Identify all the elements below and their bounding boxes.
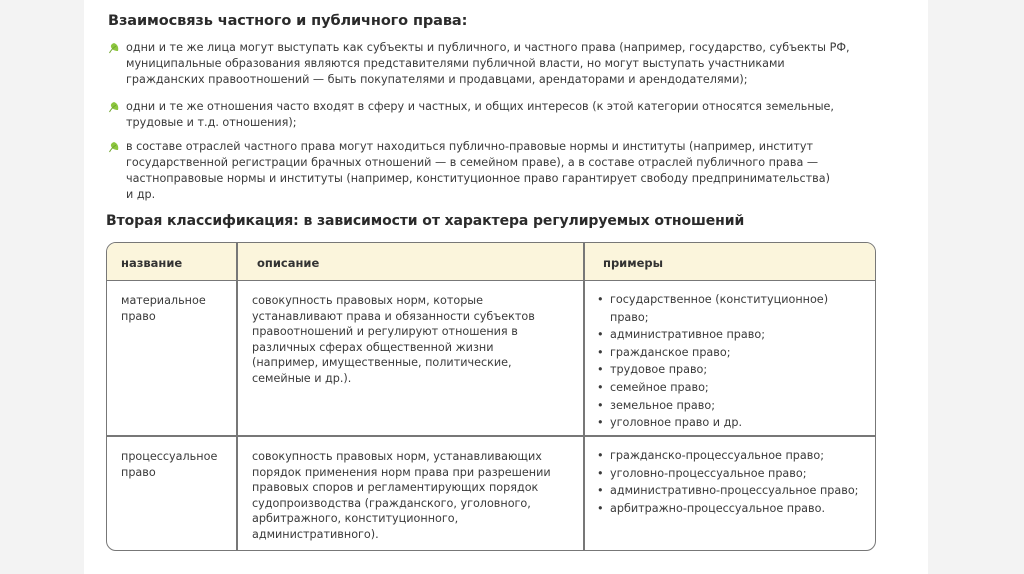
bullet-line: муниципальные образования являются представителями публичной власти, но могут выступать участниками <box>126 57 785 70</box>
column-divider <box>236 243 238 281</box>
bullet-line: частноправовые нормы и институты (например, конституционное право гарантирует свободу предпринимательства) <box>126 172 830 185</box>
classification-table <box>106 242 876 551</box>
row-examples-material <box>597 291 828 432</box>
column-divider <box>236 281 238 435</box>
bullet-line: одни и те же отношения часто входят в сферу и частных, и общих интересов (к этой категории относятся земельные, <box>126 100 834 113</box>
cell-line: устанавливают права и обязанности субъектов <box>252 309 535 323</box>
list-item: • уголовное право и др. <box>597 414 828 432</box>
leaf-icon <box>108 141 120 153</box>
row-divider <box>107 435 875 437</box>
list-item: • гражданское право; <box>597 344 828 362</box>
cell-line: совокупность правовых норм, которые <box>252 294 484 307</box>
right-side-bar <box>928 0 1024 574</box>
bullet-line: в составе отраслей частного права могут находиться публично-правовые нормы и институты (например, институт <box>126 140 813 153</box>
cell-line: право <box>121 465 156 479</box>
bullet-line: государственной регистрации брачных отношений — в семейном праве), а в составе отраслей публичного права — <box>126 156 819 169</box>
row-examples-procedural <box>597 447 858 517</box>
header-name: название <box>121 256 183 270</box>
section-subheading: Вторая классификация: в зависимости от характера регулируемых отношений <box>106 213 745 229</box>
column-divider <box>583 243 585 281</box>
bullet-line: и др. <box>126 188 156 201</box>
bullet-item <box>108 139 898 203</box>
leaf-icon <box>108 101 120 113</box>
row-name-material <box>121 293 206 324</box>
header-description: описание <box>257 256 320 270</box>
list-item: • арбитражно-процессуальное право. <box>597 500 858 518</box>
cell-line: совокупность правовых норм, устанавливающих <box>252 450 542 463</box>
bullet-item <box>108 99 898 131</box>
column-divider <box>583 435 585 551</box>
row-description-procedural <box>252 449 551 543</box>
cell-line: судопроизводства (гражданского, уголовного, <box>252 496 531 510</box>
cell-line: право <box>121 309 156 323</box>
bullet-line: одни и те же лица могут выступать как субъекты и публичного, и частного права (например, государство, субъекты РФ, <box>126 41 850 54</box>
slide-content <box>84 0 928 574</box>
cell-line: материальное <box>121 294 206 307</box>
cell-line: правовых споров и регламентирующих порядок <box>252 481 539 495</box>
list-item: • государственное (конституционное) <box>597 291 828 309</box>
leaf-icon <box>108 42 120 54</box>
left-side-bar <box>0 0 84 574</box>
cell-line: арбитражного, конституционного, <box>252 512 459 526</box>
list-item-continuation: право; <box>610 310 649 324</box>
list-item: • административное право; <box>597 326 828 344</box>
cell-line: порядок применения норм права при разрешении <box>252 465 551 479</box>
list-item: • земельное право; <box>597 397 828 415</box>
list-item: • уголовно-процессуальное право; <box>597 465 858 483</box>
column-divider <box>236 435 238 551</box>
header-examples: примеры <box>603 256 664 270</box>
bullet-line: гражданских правоотношений — быть покупателями и продавцами, арендаторами и арендодателями); <box>126 73 748 86</box>
list-item: • семейное право; <box>597 379 828 397</box>
bullet-item <box>108 40 898 88</box>
cell-line: административного). <box>252 527 379 541</box>
cell-line: правоотношений и регулируют отношения в <box>252 325 518 339</box>
row-description-material <box>252 293 535 387</box>
list-item: • гражданско-процессуальное право; <box>597 447 858 465</box>
list-item: • трудовое право; <box>597 361 828 379</box>
column-divider <box>583 281 585 435</box>
slide-heading: Взаимосвязь частного и публичного права: <box>108 13 468 29</box>
row-name-procedural <box>121 449 217 480</box>
cell-line: (например, имущественные, политические, <box>252 356 512 370</box>
table-header-row <box>107 243 875 281</box>
cell-line: различных сферах общественной жизни <box>252 340 494 354</box>
list-item: • административно-процессуальное право; <box>597 482 858 500</box>
cell-line: процессуальное <box>121 450 218 463</box>
bullet-line: трудовые и т.д. отношения); <box>126 116 297 129</box>
cell-line: семейные и др.). <box>252 371 352 385</box>
